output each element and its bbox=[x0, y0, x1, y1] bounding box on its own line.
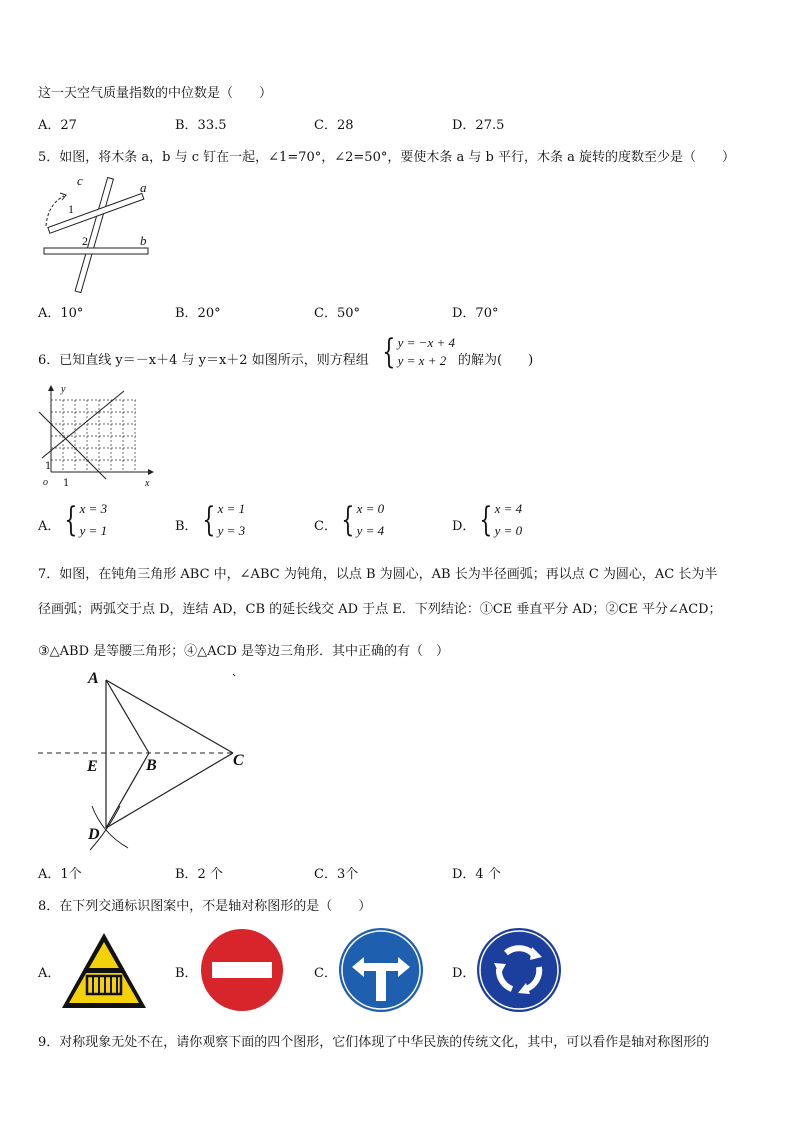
q8-stem: 8．在下列交通标识图案中，不是轴对称图形的是（ ） bbox=[38, 899, 372, 914]
q7-stem-line-1: 7．如图，在钝角三角形 ABC 中，∠ABC 为钝角，以点 B 为圆心，AB 长为半径画弧；再以点 C 为圆心，AC 长为半 bbox=[38, 567, 718, 582]
q6-x-tick-1: 1 bbox=[63, 478, 70, 489]
q5-option-d: D．70° bbox=[452, 306, 499, 321]
q7-figure-triangle bbox=[30, 668, 260, 856]
q6-option-d-row-1: x = 4 bbox=[494, 501, 523, 516]
q6-option-a-letter: A． bbox=[38, 519, 61, 534]
q6-option-a-row-2: y = 1 bbox=[79, 523, 108, 538]
q7-stem-line-2: 径画弧；两弧交于点 D，连结 AD，CB 的延长线交 AD 于点 E．下列结论：①CE 垂直平分 AD；②CE 平分∠ACD； bbox=[38, 602, 722, 617]
q6-option-d-letter: D． bbox=[452, 519, 476, 534]
q6-option-a-row-1: x = 3 bbox=[79, 501, 108, 516]
q8-option-c-letter: C． bbox=[314, 966, 337, 981]
q6-option-c-system bbox=[337, 498, 384, 542]
q6-origin-label: o bbox=[43, 477, 48, 488]
q8-sign-b-no-entry bbox=[200, 928, 284, 1012]
q6-axis-y-label: y bbox=[61, 384, 66, 395]
q6-option-d-row-2: y = 0 bbox=[494, 523, 523, 538]
q6-option-b-row-1: x = 1 bbox=[217, 501, 246, 516]
q5-angle-2: 2 bbox=[82, 234, 88, 248]
q8-option-b-letter: B． bbox=[175, 966, 198, 981]
q8-option-a-letter: A． bbox=[38, 966, 61, 981]
q7-option-a: A．1个 bbox=[38, 867, 82, 882]
q5-option-c: C．50° bbox=[314, 306, 360, 321]
q5-option-b: B．20° bbox=[175, 306, 221, 321]
q5-figure-sticks bbox=[36, 174, 156, 286]
brace-icon: { bbox=[382, 332, 396, 372]
q5-angle-1: 1 bbox=[68, 202, 74, 216]
q6-graph bbox=[34, 383, 156, 493]
q4-option-d: D．27.5 bbox=[452, 118, 505, 133]
q6-y-tick-1: 1 bbox=[45, 461, 52, 472]
q7-point-c: C bbox=[233, 752, 244, 769]
q7-option-b: B．2 个 bbox=[175, 867, 223, 882]
q4-option-c: C．28 bbox=[314, 118, 354, 133]
q6-system-row-2: y = x + 2 bbox=[397, 353, 447, 368]
q6-equation-system bbox=[378, 334, 455, 370]
brace-icon: { bbox=[341, 500, 355, 540]
brace-icon: { bbox=[64, 500, 78, 540]
q4-option-a: A．27 bbox=[38, 118, 77, 133]
q9-stem: 9．对称现象无处不在，请你观察下面的四个图形，它们体现了中华民族的传统文化，其中，可以看作是轴对称图形的 bbox=[38, 1035, 710, 1050]
q7-stem-line-3: ③△ABD 是等腰三角形；④△ACD 是等边三角形．其中正确的有（ ） bbox=[38, 644, 450, 659]
q8-sign-a-railway-crossing bbox=[60, 930, 148, 1010]
q5-option-a: A．10° bbox=[38, 306, 84, 321]
q6-option-c-row-2: y = 4 bbox=[356, 523, 385, 538]
q8-sign-c-turn-left-right bbox=[338, 927, 424, 1013]
q6-option-d-system bbox=[475, 498, 522, 542]
q5-stem: 5．如图，将木条 a，b 与 c 钉在一起，∠1=70°，∠2=50°，要使木条 a 与 b 平行，木条 a 旋转的度数至少是（ ） bbox=[38, 150, 735, 165]
q7-point-d: D bbox=[88, 826, 100, 843]
q6-option-b-system bbox=[198, 498, 245, 542]
q6-option-b-row-2: y = 3 bbox=[217, 523, 246, 538]
q5-label-a: a bbox=[140, 180, 147, 195]
q8-sign-d-roundabout bbox=[476, 927, 562, 1013]
q6-system-row-1: y = −x + 4 bbox=[397, 335, 455, 350]
brace-icon: { bbox=[479, 500, 493, 540]
q7-point-b: B bbox=[146, 757, 157, 774]
q5-label-c: c bbox=[77, 173, 83, 188]
q4-option-b: B．33.5 bbox=[175, 118, 227, 133]
q4-stem: 这一天空气质量指数的中位数是（ ） bbox=[38, 86, 273, 101]
q7-point-a: A bbox=[88, 670, 99, 687]
q6-axis-x-label: x bbox=[145, 478, 150, 489]
q6-option-a-system bbox=[60, 498, 107, 542]
q6-stem-prefix: 6．已知直线 y＝－x＋4 与 y＝x＋2 如图所示，则方程组 bbox=[38, 353, 369, 368]
q7-point-e: E bbox=[87, 758, 98, 775]
q5-label-b: b bbox=[140, 233, 147, 248]
q7-option-c: C．3个 bbox=[314, 867, 359, 882]
q7-option-d: D．4 个 bbox=[452, 867, 501, 882]
q8-option-d-letter: D． bbox=[452, 966, 476, 981]
q6-option-c-row-1: x = 0 bbox=[356, 501, 385, 516]
q6-option-c-letter: C． bbox=[314, 519, 337, 534]
brace-icon: { bbox=[202, 500, 216, 540]
q6-option-b-letter: B． bbox=[175, 519, 198, 534]
q6-stem-suffix: 的解为( ) bbox=[458, 353, 534, 368]
